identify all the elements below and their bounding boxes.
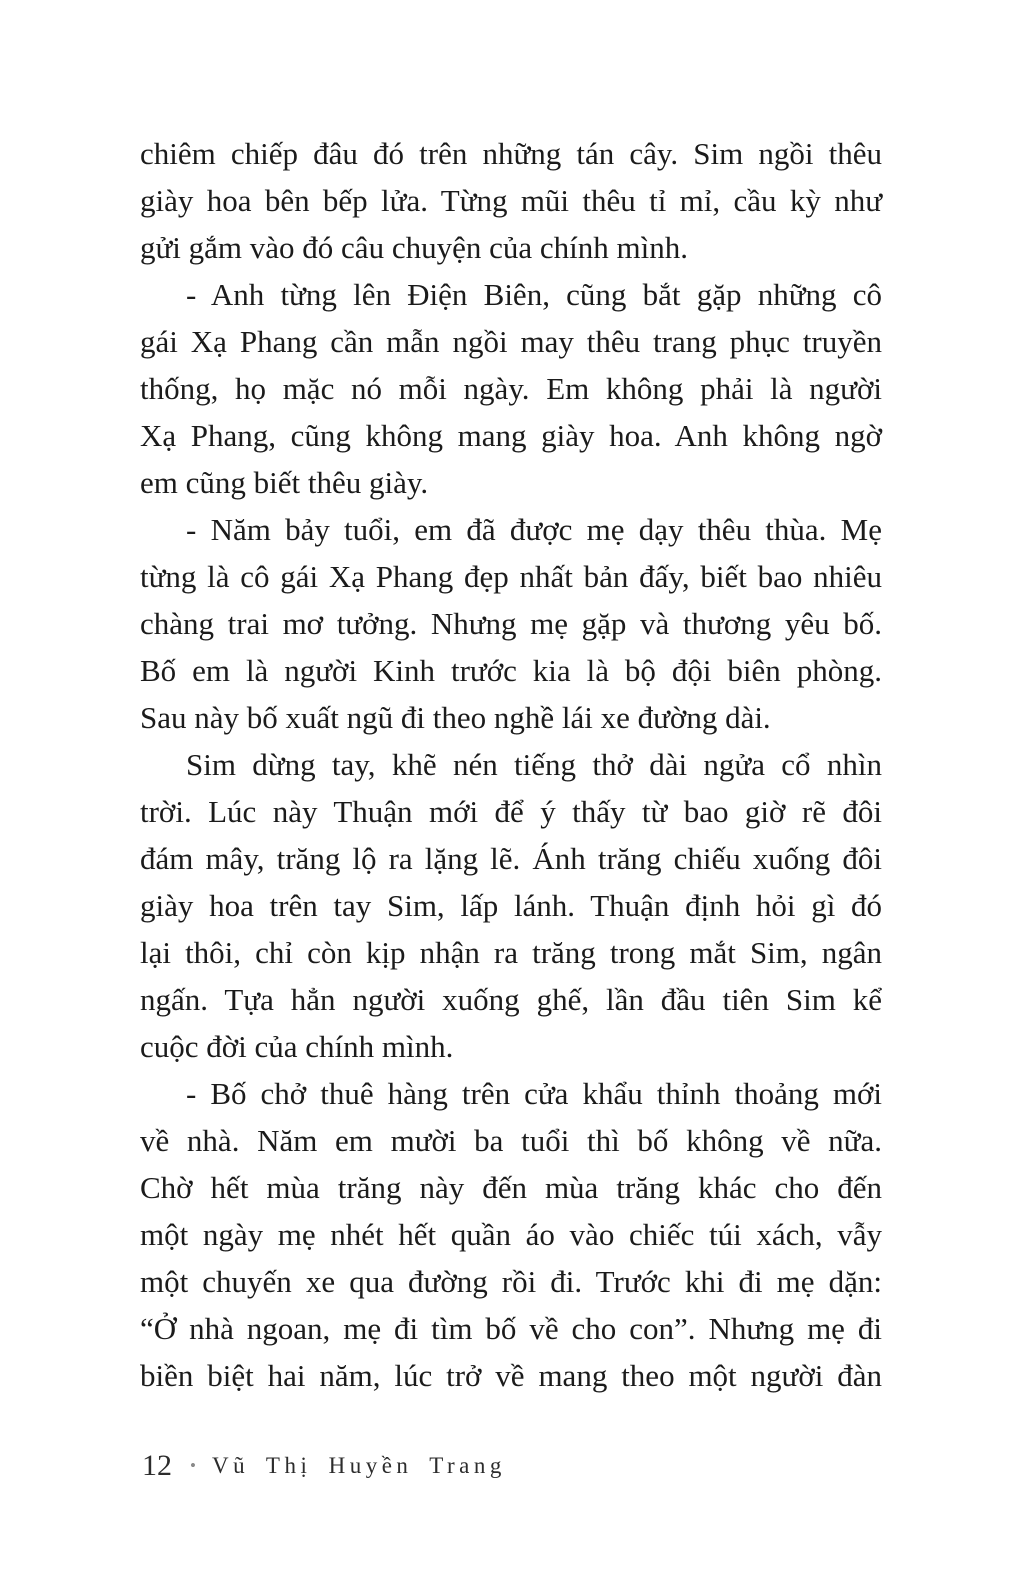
text-line: Chờ hết mùa trăng này đến mùa trăng khác cho đến xyxy=(140,1170,882,1205)
text-line: trời. Lúc này Thuận mới để ý thấy từ bao giờ rẽ đôi xyxy=(140,794,882,829)
author-name: Vũ Thị Huyền Trang xyxy=(211,1453,506,1478)
paragraph xyxy=(140,271,882,506)
paragraph xyxy=(140,741,882,1070)
text-line: em cũng biết thêu giày. xyxy=(140,465,429,500)
text-line: thống, họ mặc nó mỗi ngày. Em không phải là người xyxy=(140,371,882,406)
paragraph xyxy=(140,1070,882,1399)
text-line: giày hoa bên bếp lửa. Từng mũi thêu tỉ mỉ, cầu kỳ như xyxy=(140,183,882,218)
text-line: lại thôi, chỉ còn kịp nhận ra trăng trong mắt Sim, ngân xyxy=(140,935,882,970)
text-line: giày hoa trên tay Sim, lấp lánh. Thuận định hỏi gì đó xyxy=(140,888,882,923)
text-line: gái Xạ Phang cần mẫn ngồi may thêu trang phục truyền xyxy=(140,324,882,359)
text-line: về nhà. Năm em mười ba tuổi thì bố không về nữa. xyxy=(140,1123,882,1158)
text-line: một ngày mẹ nhét hết quần áo vào chiếc túi xách, vẫy xyxy=(140,1217,882,1252)
dot-separator: • xyxy=(190,1456,196,1475)
text-line: cuộc đời của chính mình. xyxy=(140,1029,454,1064)
text-line: Sau này bố xuất ngũ đi theo nghề lái xe đường dài. xyxy=(140,700,771,735)
text-line: một chuyến xe qua đường rồi đi. Trước khi đi mẹ dặn: xyxy=(140,1264,882,1299)
text-line: “Ở nhà ngoan, mẹ đi tìm bố về cho con”. Nhưng mẹ đi xyxy=(140,1311,882,1346)
text-line: - Anh từng lên Điện Biên, cũng bắt gặp những cô xyxy=(186,277,882,312)
text-line: Sim dừng tay, khẽ nén tiếng thở dài ngửa cổ nhìn xyxy=(186,747,882,782)
text-line: ngấn. Tựa hẳn người xuống ghế, lần đầu tiên Sim kể xyxy=(140,982,882,1017)
paragraph xyxy=(140,130,882,271)
text-line: - Bố chở thuê hàng trên cửa khẩu thỉnh thoảng mới xyxy=(186,1076,882,1111)
text-line: biền biệt hai năm, lúc trở về mang theo một người đàn xyxy=(140,1358,882,1393)
paragraph xyxy=(140,506,882,741)
page-text xyxy=(140,130,882,1399)
page-number: 12 xyxy=(142,1449,172,1482)
text-line: Bố em là người Kinh trước kia là bộ đội biên phòng. xyxy=(140,653,882,688)
text-line: - Năm bảy tuổi, em đã được mẹ dạy thêu thùa. Mẹ xyxy=(186,512,882,547)
text-line: chiêm chiếp đâu đó trên những tán cây. Sim ngồi thêu xyxy=(140,136,882,171)
text-line: từng là cô gái Xạ Phang đẹp nhất bản đấy, biết bao nhiêu xyxy=(140,559,882,594)
text-line: đám mây, trăng lộ ra lặng lẽ. Ánh trăng chiếu xuống đôi xyxy=(140,841,882,876)
text-line: gửi gắm vào đó câu chuyện của chính mình. xyxy=(140,230,688,265)
text-line: chàng trai mơ tưởng. Nhưng mẹ gặp và thương yêu bố. xyxy=(140,606,882,641)
page-footer xyxy=(142,1448,506,1484)
text-line: Xạ Phang, cũng không mang giày hoa. Anh không ngờ xyxy=(140,418,882,453)
